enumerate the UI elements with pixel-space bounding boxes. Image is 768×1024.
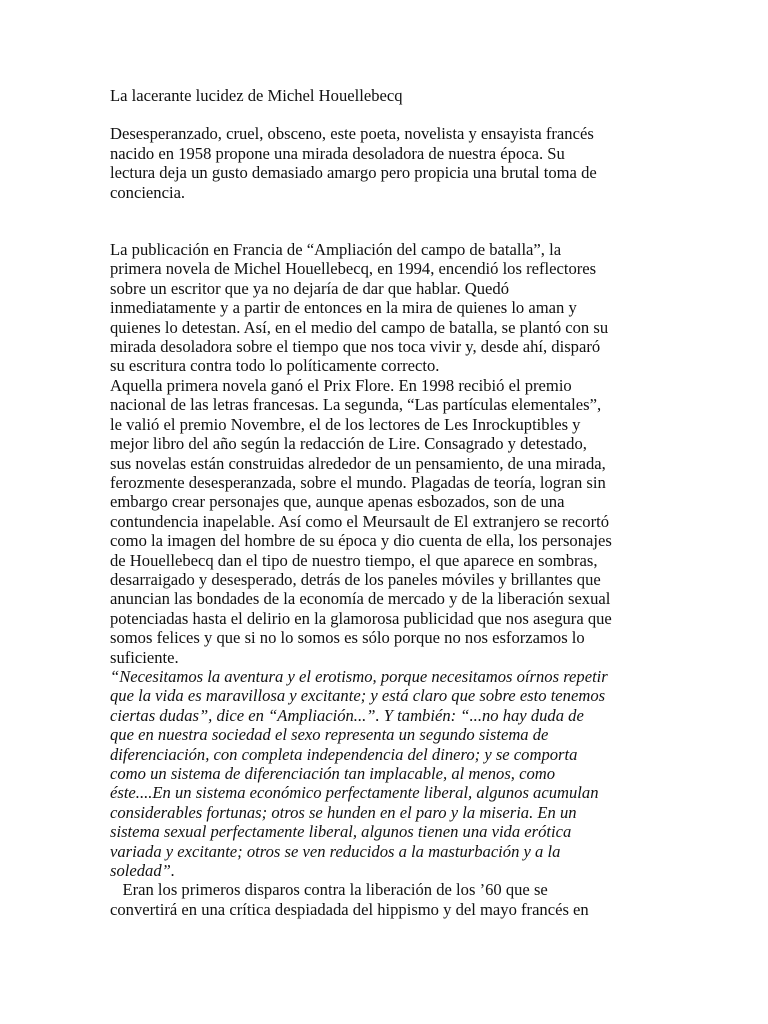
quote-line: sistema sexual perfectamente liberal, algunos tienen una vida erótica: [110, 822, 572, 842]
text-line: conciencia.: [110, 182, 186, 202]
text-line: de Houellebecq dan el tipo de nuestro tiempo, el que aparece en sombras,: [110, 550, 598, 570]
text-line: mirada desoladora sobre el tiempo que nos toca vivir y, desde ahí, disparó: [110, 337, 601, 357]
quote-line: soledad”.: [110, 861, 175, 881]
text-line: nacional de las letras francesas. La segunda, “Las partículas elementales”,: [110, 395, 602, 415]
text-line: ferozmente desesperanzada, sobre el mundo. Plagadas de teoría, logran sin: [110, 472, 606, 492]
text-line: convertirá en una crítica despiadada del hippismo y del mayo francés en: [110, 899, 589, 919]
text-line: somos felices y que si no lo somos es sólo porque no nos esforzamos lo: [110, 628, 585, 648]
text-line: le valió el premio Novembre, el de los lectores de Les Inrockuptibles y: [110, 414, 581, 434]
text-line: Eran los primeros disparos contra la liberación de los ’60 que se: [110, 880, 548, 900]
quote-line: variada y excitante; otros se ven reducidos a la masturbación y a la: [110, 841, 561, 861]
text-line: contundencia inapelable. Así como el Meursault de El extranjero se recortó: [110, 511, 610, 531]
text-line: como la imagen del hombre de su época y dio cuenta de ella, los personajes: [110, 531, 612, 551]
text-line: primera novela de Michel Houellebecq, en 1994, encendió los reflectores: [110, 259, 597, 279]
text-line: sus novelas están construidas alrededor de un pensamiento, de una mirada,: [110, 453, 606, 473]
body-paragraph: [110, 240, 660, 667]
text-line: nacido en 1958 propone una mirada desoladora de nuestra época. Su: [110, 143, 565, 163]
quote-line: como un sistema de diferenciación tan implacable, al menos, como: [110, 764, 556, 783]
text-line: Aquella primera novela ganó el Prix Flore. En 1998 recibió el premio: [110, 375, 572, 395]
quote-line: “Necesitamos la aventura y el erotismo, porque necesitamos oírnos repetir: [110, 666, 608, 686]
document-page: [110, 86, 660, 919]
text-line: su escritura contra todo lo políticamente correcto.: [110, 356, 440, 376]
text-line: potenciadas hasta el delirio en la glamorosa publicidad que nos asegura que: [110, 608, 612, 628]
text-line: desarraigado y desesperado, detrás de los paneles móviles y brillantes que: [110, 569, 601, 589]
quote-line: considerables fortunas; otros se hunden en el paro y la miseria. En un: [110, 802, 577, 822]
quote-line: ciertas dudas”, dice en “Ampliación...”. Y también: “...no hay duda de: [110, 705, 584, 725]
text-line: Desesperanzado, cruel, obsceno, este poeta, novelista y ensayista francés: [110, 124, 594, 144]
article-title: La lacerante lucidez de Michel Houellebecq: [110, 86, 403, 105]
text-line: quienes lo detestan. Así, en el medio del campo de batalla, se plantó con su: [110, 317, 609, 337]
text-line: suficiente.: [110, 647, 179, 667]
text-line: embargo crear personajes que, aunque apenas esbozados, son de una: [110, 492, 565, 512]
closing-paragraph: [110, 880, 660, 919]
quote-line: diferenciación, con completa independencia del dinero; y se comporta: [110, 744, 578, 764]
quote-line: que en nuestra sociedad el sexo representa un segundo sistema de: [110, 725, 549, 745]
text-line: inmediatamente y a partir de entonces en la mira de quienes lo aman y: [110, 298, 577, 318]
quote-line: éste....En un sistema económico perfectamente liberal, algunos acumulan: [110, 783, 599, 803]
text-line: La publicación en Francia de “Ampliación del campo de batalla”, la: [110, 240, 562, 260]
lead-paragraph: [110, 124, 660, 202]
text-line: mejor libro del año según la redacción de Lire. Consagrado y detestado,: [110, 434, 587, 454]
text-line: sobre un escritor que ya no dejaría de dar que hablar. Quedó: [110, 278, 510, 298]
text-line: anuncian las bondades de la economía de mercado y de la liberación sexual: [110, 589, 611, 609]
quote-line: que la vida es maravillosa y excitante; y está claro que sobre esto tenemos: [110, 686, 606, 706]
quote-paragraph: [110, 667, 660, 880]
text-line: lectura deja un gusto demasiado amargo pero propicia una brutal toma de: [110, 163, 597, 183]
